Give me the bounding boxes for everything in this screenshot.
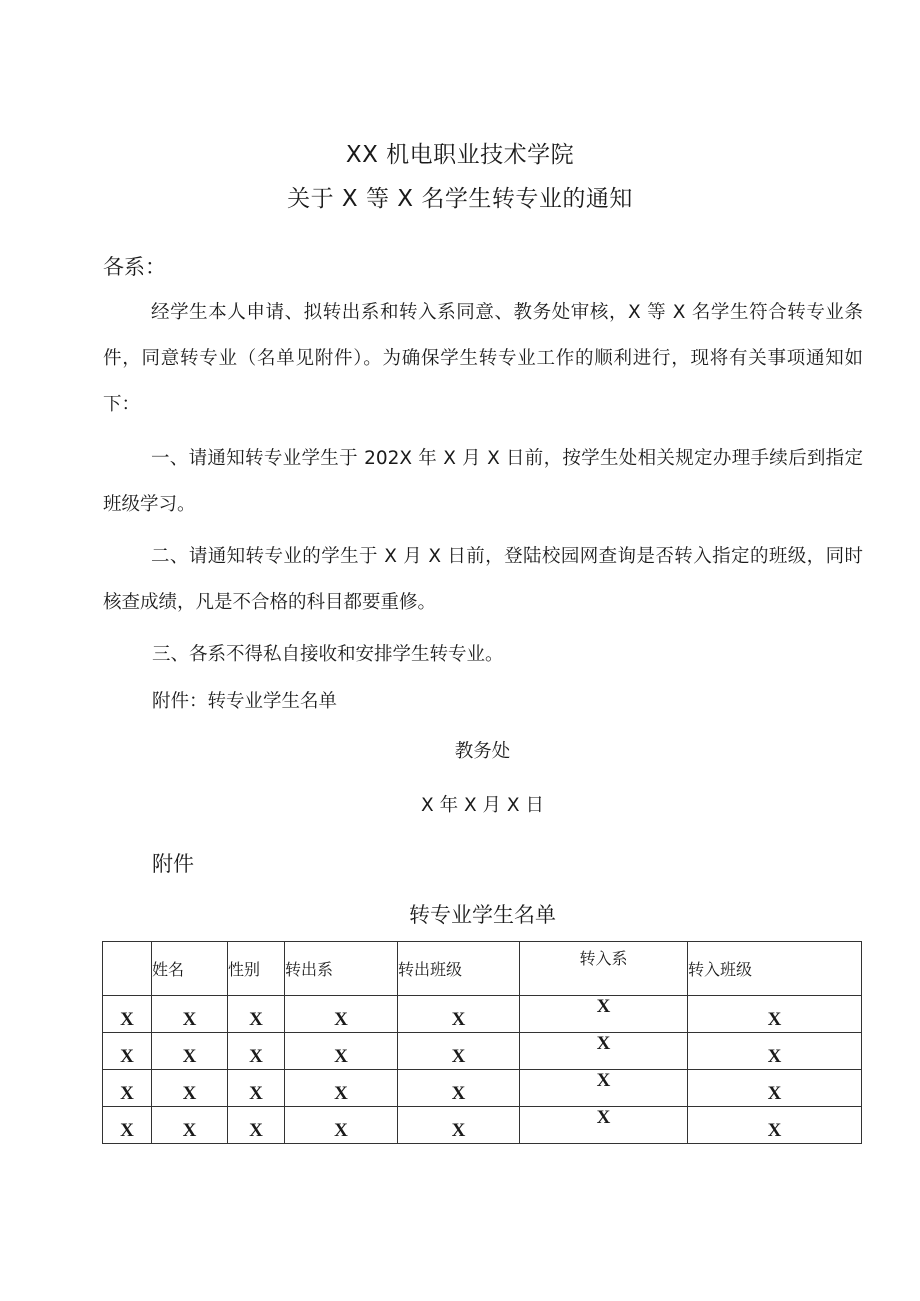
table-cell: X xyxy=(398,1070,520,1107)
table-cell: X xyxy=(520,996,688,1033)
table-cell: X xyxy=(152,1033,228,1070)
table-row xyxy=(103,1070,862,1107)
table-cell: X xyxy=(228,1107,285,1144)
table-cell: X xyxy=(520,1033,688,1070)
table-cell: X xyxy=(688,1070,862,1107)
table-cell: X xyxy=(152,996,228,1033)
table-cell: X xyxy=(520,1107,688,1144)
table-cell: X xyxy=(398,996,520,1033)
item-one xyxy=(103,436,863,528)
table-cell: X xyxy=(285,1107,398,1144)
school-name: XX 机电职业技术学院 xyxy=(345,142,575,168)
paragraph-item-1: 一、请通知转专业学生于 202X 年 X 月 X 日前，按学生处相关规定办理手续后到指定班级学习。 xyxy=(103,448,863,515)
paragraph-intro: 经学生本人申请、拟转出系和转入系同意、教务处审核，X 等 X 名学生符合转专业条件，同意转专业（名单见附件）。为确保学生转专业工作的顺利进行，现将有关事项通知如下： xyxy=(103,302,863,415)
column-header-index xyxy=(103,942,152,996)
table-cell: X xyxy=(688,996,862,1033)
table-cell: X xyxy=(285,1033,398,1070)
table-cell: X xyxy=(228,996,285,1033)
issuer: 教务处 xyxy=(454,741,511,762)
item-two xyxy=(103,534,863,626)
table-cell: X xyxy=(103,1107,152,1144)
intro-paragraph xyxy=(103,290,863,428)
table-title: 转专业学生名单 xyxy=(409,903,556,927)
table-cell: X xyxy=(103,1033,152,1070)
table-cell: X xyxy=(520,1070,688,1107)
column-header-from-class: 转出班级 xyxy=(398,942,520,996)
notice-title: 关于 X 等 X 名学生转专业的通知 xyxy=(287,186,633,212)
table-cell: X xyxy=(103,1070,152,1107)
table-cell: X xyxy=(398,1033,520,1070)
table-cell: X xyxy=(398,1107,520,1144)
table-cell: X xyxy=(688,1107,862,1144)
table-cell: X xyxy=(688,1033,862,1070)
table-cell: X xyxy=(285,1070,398,1107)
column-header-name: 姓名 xyxy=(152,942,228,996)
attachment-reference: 附件：转专业学生名单 xyxy=(152,691,338,712)
table-header-row xyxy=(103,942,862,996)
table-row xyxy=(103,1033,862,1070)
table-cell: X xyxy=(228,1033,285,1070)
table-cell: X xyxy=(152,1070,228,1107)
annex-heading: 附件 xyxy=(152,852,194,876)
paragraph-item-2: 二、请通知转专业的学生于 X 月 X 日前，登陆校园网查询是否转入指定的班级，同时核查成绩，凡是不合格的科目都要重修。 xyxy=(103,546,863,613)
table-row xyxy=(103,1107,862,1144)
table-row xyxy=(103,996,862,1033)
column-header-to-class: 转入班级 xyxy=(688,942,862,996)
student-roster-table xyxy=(102,941,862,1144)
item-three: 三、各系不得私自接收和安排学生转专业。 xyxy=(152,644,504,665)
table-cell: X xyxy=(285,996,398,1033)
table-cell: X xyxy=(228,1070,285,1107)
column-header-gender: 性别 xyxy=(228,942,285,996)
column-header-to-dept: 转入系 xyxy=(520,942,688,996)
salutation: 各系： xyxy=(103,255,166,279)
column-header-from-dept: 转出系 xyxy=(285,942,398,996)
issue-date: X 年 X 月 X 日 xyxy=(421,795,544,816)
table-cell: X xyxy=(103,996,152,1033)
table-cell: X xyxy=(152,1107,228,1144)
